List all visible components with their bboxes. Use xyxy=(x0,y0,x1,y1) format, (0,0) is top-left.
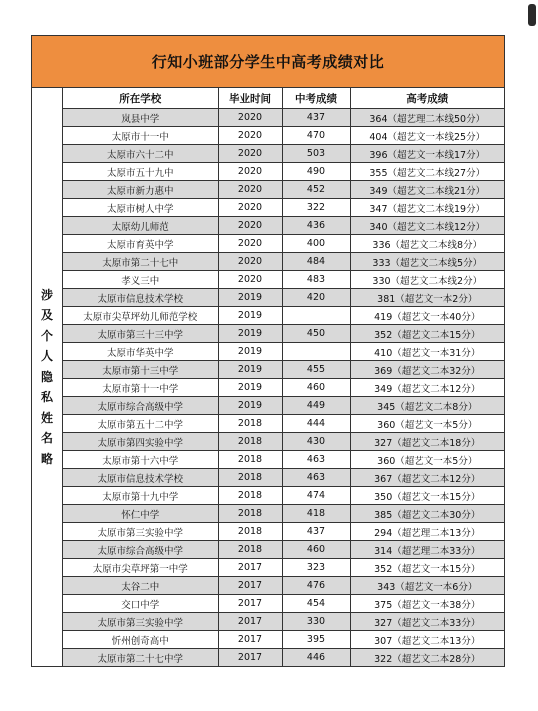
graduation-year-cell: 2018 xyxy=(218,451,282,469)
school-cell: 交口中学 xyxy=(63,595,218,613)
school-cell: 太原市树人中学 xyxy=(63,199,218,217)
school-cell: 太原市十一中 xyxy=(63,127,218,145)
zhongkao-score-cell: 400 xyxy=(282,235,350,253)
zhongkao-score-cell: 437 xyxy=(282,523,350,541)
sheet-title: 行知小班部分学生中高考成绩对比 xyxy=(32,36,504,88)
school-cell: 太原市新力惠中 xyxy=(63,181,218,199)
table-row xyxy=(63,181,504,199)
zhongkao-score-cell: 463 xyxy=(282,451,350,469)
table-row xyxy=(63,109,504,127)
gaokao-score-cell: 322（超艺文二本28分） xyxy=(350,649,504,667)
graduation-year-cell: 2020 xyxy=(218,127,282,145)
school-cell: 忻州创奇高中 xyxy=(63,631,218,649)
table-row xyxy=(63,613,504,631)
school-cell: 太原市第二十七中 xyxy=(63,253,218,271)
gaokao-score-cell: 419（超艺文一本40分） xyxy=(350,307,504,325)
school-cell: 太原市第三十三中学 xyxy=(63,325,218,343)
graduation-year-cell: 2019 xyxy=(218,361,282,379)
gaokao-score-cell: 327（超艺文二本18分） xyxy=(350,433,504,451)
table-row xyxy=(63,343,504,361)
table-row xyxy=(63,487,504,505)
gaokao-score-cell: 385（超艺文二本30分） xyxy=(350,505,504,523)
zhongkao-score-cell xyxy=(282,307,350,325)
zhongkao-score-cell: 446 xyxy=(282,649,350,667)
school-cell: 太原市第十六中学 xyxy=(63,451,218,469)
school-cell: 太原市第四实验中学 xyxy=(63,433,218,451)
school-cell: 太原市综合高级中学 xyxy=(63,541,218,559)
table-row xyxy=(63,469,504,487)
school-cell: 孝义三中 xyxy=(63,271,218,289)
table-row xyxy=(63,325,504,343)
graduation-year-cell: 2020 xyxy=(218,253,282,271)
zhongkao-score-cell: 430 xyxy=(282,433,350,451)
table-row xyxy=(63,307,504,325)
table-row xyxy=(63,127,504,145)
school-cell: 太原市华英中学 xyxy=(63,343,218,361)
table-row xyxy=(63,451,504,469)
graduation-year-cell: 2018 xyxy=(218,541,282,559)
zhongkao-score-cell: 452 xyxy=(282,181,350,199)
graduation-year-cell: 2019 xyxy=(218,379,282,397)
side-note-text: 涉及个人隐私姓名略 xyxy=(40,287,53,466)
graduation-year-cell: 2017 xyxy=(218,577,282,595)
school-cell: 太原市六十二中 xyxy=(63,145,218,163)
school-cell: 太原市尖草坪第一中学 xyxy=(63,559,218,577)
table-row xyxy=(63,397,504,415)
table-row xyxy=(63,271,504,289)
graduation-year-cell: 2018 xyxy=(218,415,282,433)
zhongkao-score-cell: 460 xyxy=(282,541,350,559)
graduation-year-cell: 2018 xyxy=(218,523,282,541)
graduation-year-cell: 2017 xyxy=(218,649,282,667)
graduation-year-cell: 2019 xyxy=(218,397,282,415)
table-row xyxy=(63,289,504,307)
table-row xyxy=(63,541,504,559)
graduation-year-cell: 2018 xyxy=(218,433,282,451)
gaokao-score-cell: 314（超艺理二本33分） xyxy=(350,541,504,559)
zhongkao-score-cell: 437 xyxy=(282,109,350,127)
graduation-year-cell: 2020 xyxy=(218,109,282,127)
school-cell: 太原市第二十七中学 xyxy=(63,649,218,667)
zhongkao-score-cell: 418 xyxy=(282,505,350,523)
school-cell: 太原市第十一中学 xyxy=(63,379,218,397)
gaokao-score-cell: 396（超艺文一本线17分） xyxy=(350,145,504,163)
gaokao-score-cell: 364（超艺理二本线50分） xyxy=(350,109,504,127)
gaokao-score-cell: 360（超艺文一本5分） xyxy=(350,415,504,433)
table-row xyxy=(63,595,504,613)
graduation-year-cell: 2020 xyxy=(218,235,282,253)
zhongkao-score-cell: 490 xyxy=(282,163,350,181)
gaokao-score-cell: 349（超艺文二本线21分） xyxy=(350,181,504,199)
school-cell: 太谷二中 xyxy=(63,577,218,595)
gaokao-score-cell: 367（超艺文二本12分） xyxy=(350,469,504,487)
table-row xyxy=(63,649,504,667)
table-row xyxy=(63,577,504,595)
school-cell: 太原市信息技术学校 xyxy=(63,469,218,487)
score-comparison-sheet xyxy=(31,35,505,667)
gaokao-score-cell: 330（超艺文二本线2分） xyxy=(350,271,504,289)
school-cell: 太原市育英中学 xyxy=(63,235,218,253)
gaokao-score-cell: 336（超艺文二本线8分） xyxy=(350,235,504,253)
gaokao-score-cell: 360（超艺文一本5分） xyxy=(350,451,504,469)
graduation-year-cell: 2020 xyxy=(218,199,282,217)
school-cell: 岚县中学 xyxy=(63,109,218,127)
zhongkao-score-cell: 420 xyxy=(282,289,350,307)
table-row xyxy=(63,433,504,451)
zhongkao-score-cell: 470 xyxy=(282,127,350,145)
table-row xyxy=(63,253,504,271)
graduation-year-cell: 2017 xyxy=(218,559,282,577)
gaokao-score-cell: 350（超艺文一本15分） xyxy=(350,487,504,505)
gaokao-score-cell: 404（超艺文一本线25分） xyxy=(350,127,504,145)
gaokao-score-cell: 343（超艺文一本6分） xyxy=(350,577,504,595)
graduation-year-cell: 2020 xyxy=(218,181,282,199)
zhongkao-score-cell: 474 xyxy=(282,487,350,505)
zhongkao-score-cell: 454 xyxy=(282,595,350,613)
table-row xyxy=(63,217,504,235)
zhongkao-score-cell: 323 xyxy=(282,559,350,577)
gaokao-score-cell: 345（超艺文二本8分） xyxy=(350,397,504,415)
graduation-year-cell: 2018 xyxy=(218,505,282,523)
school-cell: 太原市五十九中 xyxy=(63,163,218,181)
zhongkao-score-cell: 436 xyxy=(282,217,350,235)
zhongkao-score-cell xyxy=(282,343,350,361)
gaokao-score-cell: 369（超艺文二本32分） xyxy=(350,361,504,379)
table-row xyxy=(63,631,504,649)
gaokao-score-cell: 294（超艺理二本13分） xyxy=(350,523,504,541)
gaokao-score-cell: 381（超艺文一本2分） xyxy=(350,289,504,307)
header-zhongkao-score: 中考成绩 xyxy=(282,88,350,109)
zhongkao-score-cell: 460 xyxy=(282,379,350,397)
graduation-year-cell: 2020 xyxy=(218,271,282,289)
gaokao-score-cell: 340（超艺文二本线12分） xyxy=(350,217,504,235)
table-row xyxy=(63,415,504,433)
gaokao-score-cell: 355（超艺文二本线27分） xyxy=(350,163,504,181)
graduation-year-cell: 2017 xyxy=(218,613,282,631)
school-cell: 太原市综合高级中学 xyxy=(63,397,218,415)
graduation-year-cell: 2020 xyxy=(218,145,282,163)
graduation-year-cell: 2019 xyxy=(218,325,282,343)
zhongkao-score-cell: 395 xyxy=(282,631,350,649)
school-cell: 太原市第三实验中学 xyxy=(63,523,218,541)
school-cell: 太原幼儿师范 xyxy=(63,217,218,235)
zhongkao-score-cell: 476 xyxy=(282,577,350,595)
zhongkao-score-cell: 444 xyxy=(282,415,350,433)
header-graduation-year: 毕业时间 xyxy=(218,88,282,109)
school-cell: 怀仁中学 xyxy=(63,505,218,523)
gaokao-score-cell: 307（超艺文二本13分） xyxy=(350,631,504,649)
graduation-year-cell: 2020 xyxy=(218,217,282,235)
table-row xyxy=(63,145,504,163)
gaokao-score-cell: 347（超艺文二本线19分） xyxy=(350,199,504,217)
zhongkao-score-cell: 484 xyxy=(282,253,350,271)
graduation-year-cell: 2020 xyxy=(218,163,282,181)
table-row xyxy=(63,199,504,217)
zhongkao-score-cell: 330 xyxy=(282,613,350,631)
school-cell: 太原市第五十二中学 xyxy=(63,415,218,433)
graduation-year-cell: 2018 xyxy=(218,469,282,487)
zhongkao-score-cell: 322 xyxy=(282,199,350,217)
zhongkao-score-cell: 455 xyxy=(282,361,350,379)
school-cell: 太原市第十三中学 xyxy=(63,361,218,379)
graduation-year-cell: 2017 xyxy=(218,595,282,613)
school-cell: 太原市第十九中学 xyxy=(63,487,218,505)
window-corner-handle xyxy=(528,4,536,26)
table-row xyxy=(63,559,504,577)
gaokao-score-cell: 375（超艺文一本38分） xyxy=(350,595,504,613)
table-row xyxy=(63,361,504,379)
zhongkao-score-cell: 450 xyxy=(282,325,350,343)
gaokao-score-cell: 327（超艺文二本33分） xyxy=(350,613,504,631)
gaokao-score-cell: 410（超艺文一本31分） xyxy=(350,343,504,361)
sheet-body xyxy=(32,88,504,666)
table-row xyxy=(63,163,504,181)
school-cell: 太原市尖草坪幼儿师范学校 xyxy=(63,307,218,325)
graduation-year-cell: 2019 xyxy=(218,289,282,307)
school-cell: 太原市第三实验中学 xyxy=(63,613,218,631)
table-row xyxy=(63,379,504,397)
table-header-row xyxy=(63,88,504,109)
graduation-year-cell: 2019 xyxy=(218,343,282,361)
zhongkao-score-cell: 503 xyxy=(282,145,350,163)
zhongkao-score-cell: 449 xyxy=(282,397,350,415)
gaokao-score-cell: 352（超艺文一本15分） xyxy=(350,559,504,577)
table-row xyxy=(63,505,504,523)
gaokao-score-cell: 352（超艺文二本15分） xyxy=(350,325,504,343)
graduation-year-cell: 2019 xyxy=(218,307,282,325)
zhongkao-score-cell: 463 xyxy=(282,469,350,487)
header-school: 所在学校 xyxy=(63,88,218,109)
side-note-column xyxy=(32,88,63,666)
graduation-year-cell: 2017 xyxy=(218,631,282,649)
table-body xyxy=(63,109,504,667)
header-gaokao-score: 高考成绩 xyxy=(350,88,504,109)
score-table xyxy=(63,88,504,666)
gaokao-score-cell: 333（超艺文二本线5分） xyxy=(350,253,504,271)
zhongkao-score-cell: 483 xyxy=(282,271,350,289)
school-cell: 太原市信息技术学校 xyxy=(63,289,218,307)
graduation-year-cell: 2018 xyxy=(218,487,282,505)
table-row xyxy=(63,235,504,253)
gaokao-score-cell: 349（超艺文二本12分） xyxy=(350,379,504,397)
table-row xyxy=(63,523,504,541)
